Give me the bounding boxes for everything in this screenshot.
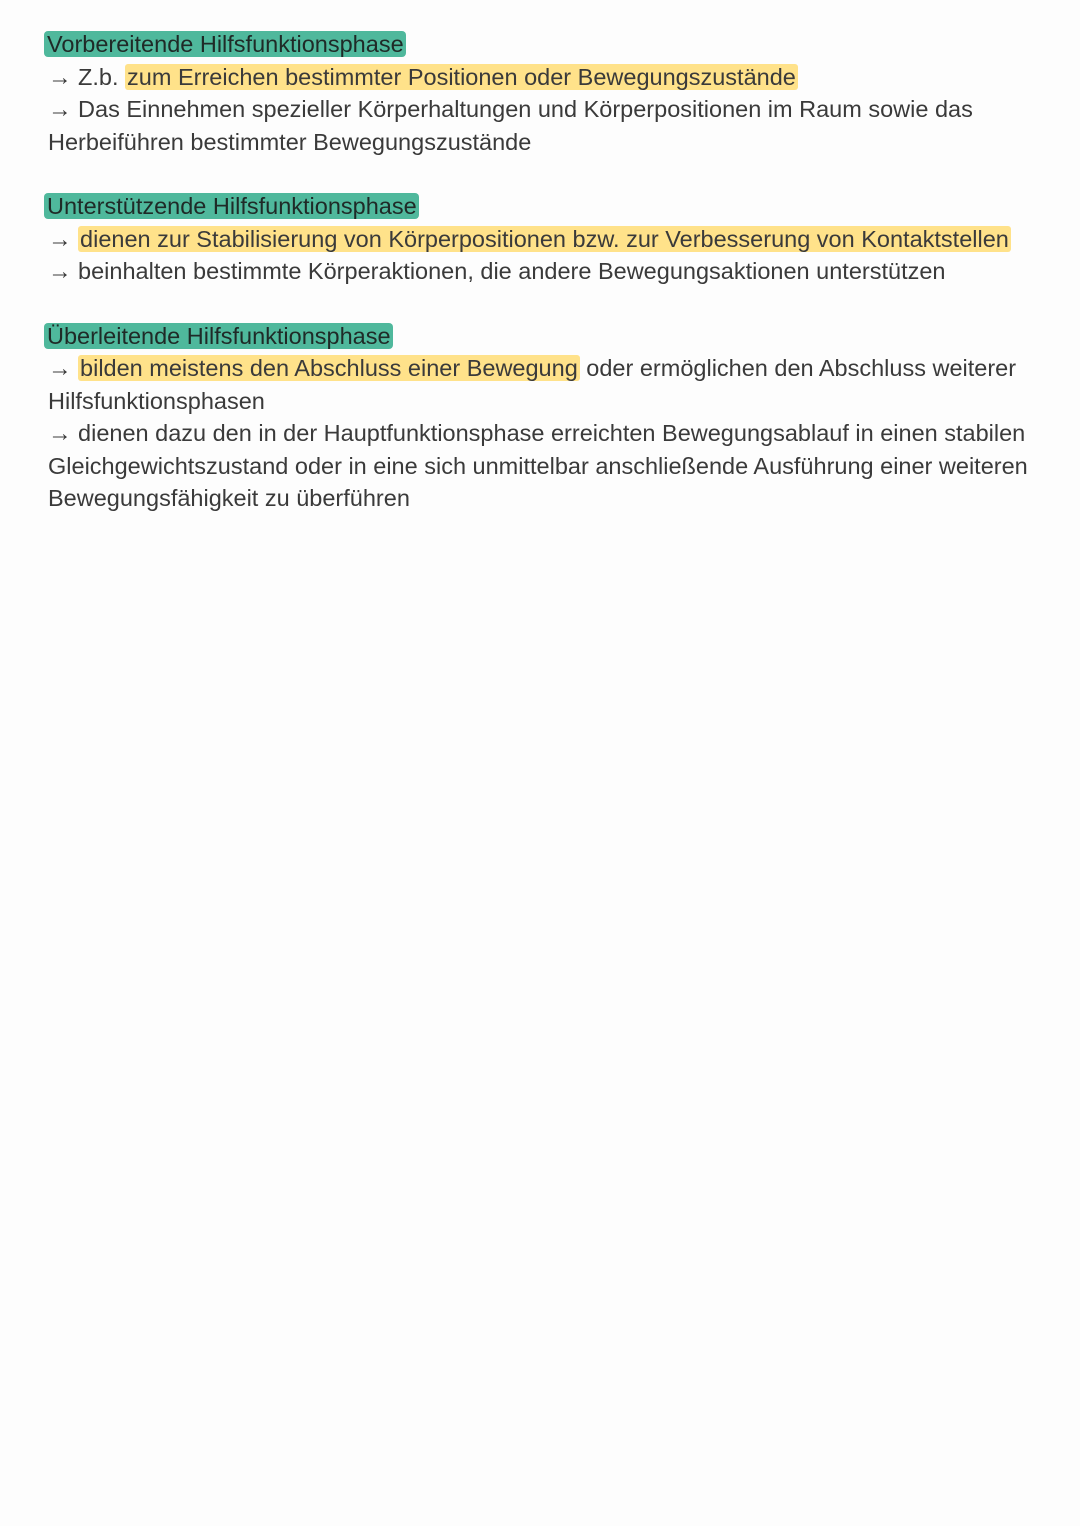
- section-unterstuetzende: [48, 190, 1048, 288]
- bullet-line: [48, 352, 1048, 417]
- document-page: [48, 28, 1048, 515]
- arrow-icon: →: [48, 355, 72, 381]
- arrow-icon: →: [48, 258, 72, 284]
- body-text: Das Einnehmen spezieller Körperhaltungen und Körperpositionen im Raum sowie das Herbeiführen bestimmter Bewegungszustände: [48, 96, 973, 155]
- highlighted-text: zum Erreichen bestimmter Positionen oder Bewegungszustände: [127, 63, 796, 90]
- heading-highlight: Unterstützende Hilfsfunktionsphase: [44, 193, 419, 219]
- heading-highlight: Vorbereitende Hilfsfunktionsphase: [44, 31, 406, 57]
- section-ueberleitende: [48, 320, 1048, 515]
- bullet-line: [48, 255, 1048, 288]
- arrow-icon: →: [48, 63, 72, 90]
- body-text: dienen dazu den in der Hauptfunktionsphase erreichten Bewegungsablauf in einen stabilen Gleichgewichtszustand oder in eine sich unmittelbar anschließende Ausführung einer weiteren Bewegungsfähigkeit zu überführen: [48, 420, 1028, 511]
- heading-highlight: Überleitende Hilfsfunktionsphase: [44, 323, 393, 349]
- bullet-line: [48, 417, 1048, 515]
- section-heading: [48, 320, 1048, 353]
- section-heading: [48, 190, 1048, 223]
- section-vorbereitende: [48, 28, 1048, 158]
- line-prefix: Z.b.: [78, 63, 119, 90]
- arrow-icon: →: [48, 225, 72, 252]
- bullet-line: [48, 223, 1048, 256]
- body-text: beinhalten bestimmte Körperaktionen, die andere Bewegungsaktionen unterstützen: [78, 258, 946, 284]
- bullet-line: [48, 61, 1048, 94]
- highlighted-text: bilden meistens den Abschluss einer Bewegung: [80, 355, 578, 381]
- bullet-line: [48, 93, 1048, 158]
- body-text: oder ermöglichen den Abschluss weiterer Hilfsfunktionsphasen: [48, 355, 1017, 414]
- section-heading: [48, 28, 1048, 61]
- highlighted-text: dienen zur Stabilisierung von Körperpositionen bzw. zur Verbesserung von Kontaktstellen: [80, 225, 1009, 252]
- arrow-icon: →: [48, 96, 72, 122]
- arrow-icon: →: [48, 420, 72, 446]
